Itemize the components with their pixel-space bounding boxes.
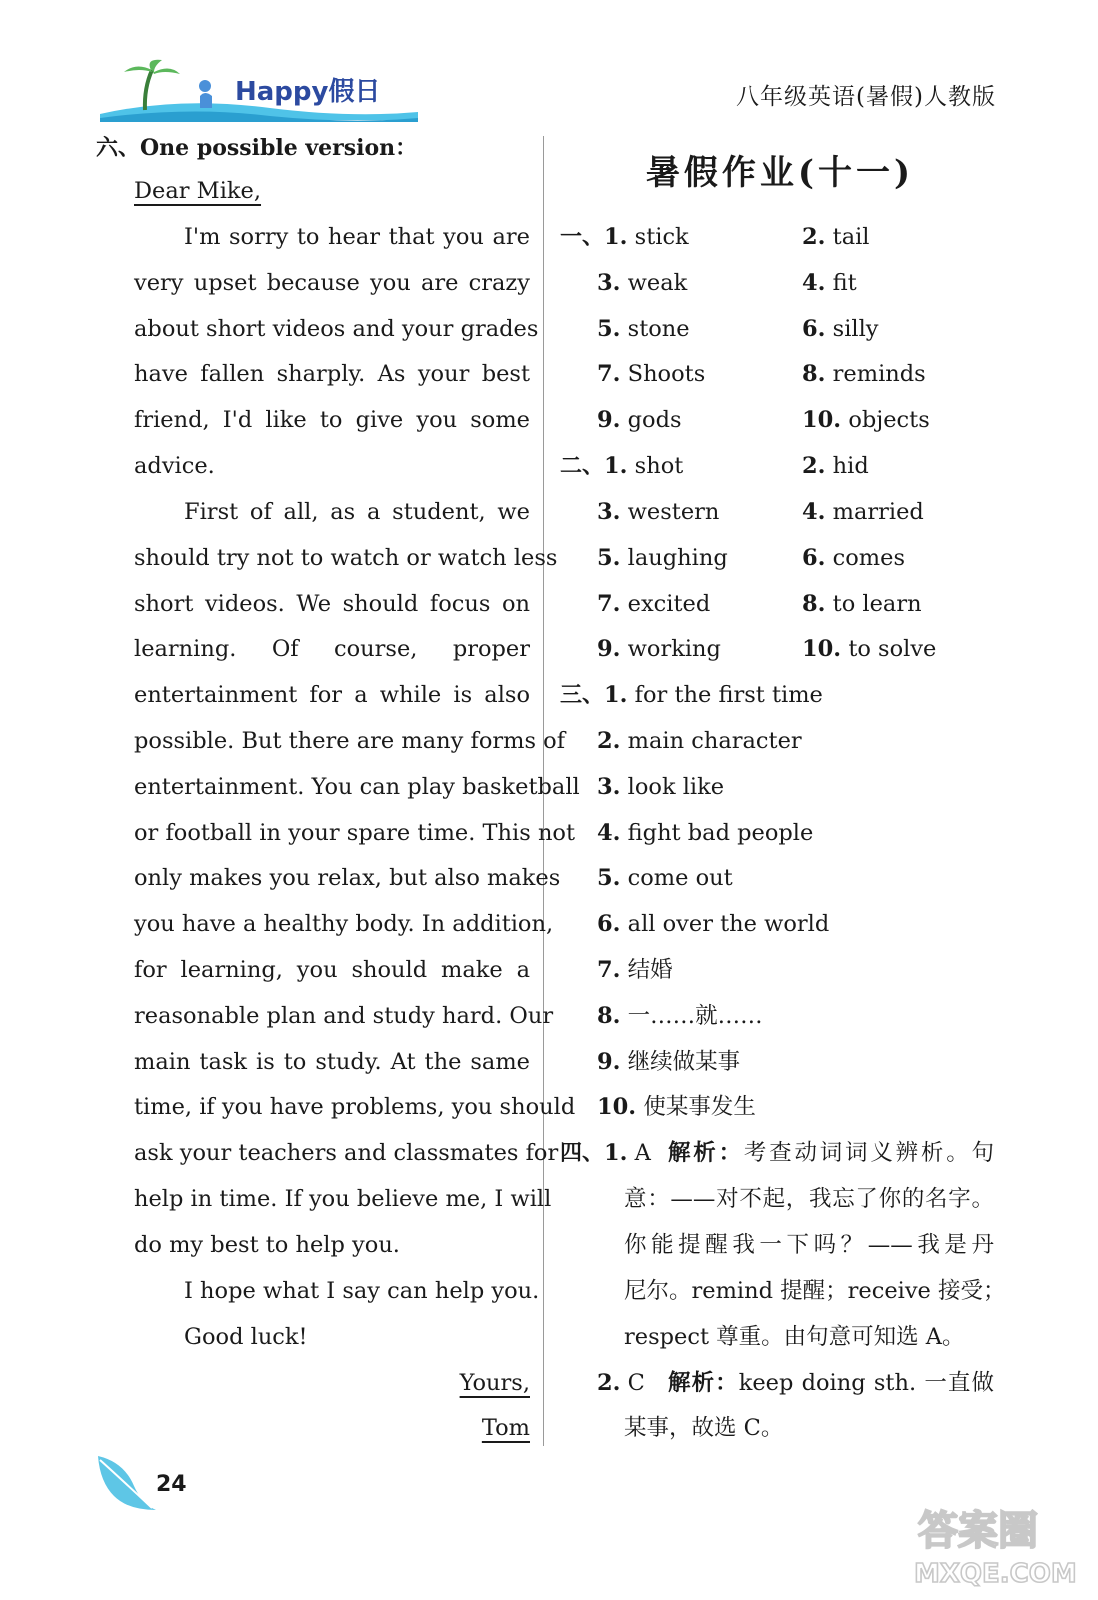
analysis-text: respect 尊重。由句意可知选 A。: [624, 1324, 965, 1350]
person-icon: [199, 80, 211, 92]
answer: look like: [627, 774, 725, 800]
answer: married: [832, 499, 924, 525]
analysis-text: 某事，故选 C。: [624, 1415, 784, 1441]
answer: western: [627, 499, 720, 525]
letter-line: short videos. We should focus on: [134, 591, 530, 617]
answer: to learn: [832, 591, 922, 617]
answer: shot: [634, 453, 684, 479]
letter-line: possible. But there are many forms of: [134, 728, 566, 754]
logo-text: Happy假日: [235, 77, 381, 107]
letter-line: very upset because you are crazy: [134, 270, 530, 296]
analysis-label: 解析：: [668, 1370, 739, 1396]
part-label: 三、: [560, 682, 605, 708]
answer: excited: [627, 591, 711, 617]
answer: comes: [832, 545, 906, 571]
answer: 继续做某事: [627, 1049, 741, 1075]
letter-line: entertainment. You can play basketball: [134, 774, 580, 800]
letter-line: I hope what I say can help you.: [184, 1278, 540, 1304]
letter-line: you have a healthy body. In addition,: [134, 911, 554, 937]
letter-line: Good luck!: [184, 1324, 308, 1350]
watermark-logo: [908, 1492, 1078, 1592]
homework-title: 暑假作业(十一): [645, 153, 915, 193]
palm-tree-icon: [124, 60, 180, 110]
happy-holiday-logo: [100, 56, 420, 126]
answer: tail: [832, 224, 870, 250]
letter-line: do my best to help you.: [134, 1232, 400, 1258]
book-title: 八年级英语(暑假)人教版: [736, 84, 996, 110]
answer: fight bad people: [627, 820, 814, 846]
letter-salutation: Dear Mike,: [134, 178, 262, 204]
analysis-text: 考查动词词义辨析。句: [743, 1140, 994, 1166]
answer: reminds: [832, 361, 926, 387]
part-label: 一、: [560, 224, 605, 250]
letter-line: time, if you have problems, you should: [134, 1094, 576, 1120]
answer: 使某事发生: [643, 1094, 756, 1120]
answer: Shoots: [627, 361, 706, 387]
answer: gods: [627, 407, 682, 433]
section-six-label: 六、One possible version：: [96, 135, 418, 161]
letter-line: for learning, you should make a: [134, 957, 530, 983]
letter-line: friend, I'd like to give you some: [134, 407, 530, 433]
letter-line: ask your teachers and classmates for: [134, 1140, 559, 1166]
answer: silly: [832, 316, 879, 342]
analysis-text: 意：——对不起，我忘了你的名字。: [624, 1186, 994, 1212]
letter-signature: Tom: [481, 1415, 530, 1441]
answer: come out: [627, 865, 733, 891]
svg-text:答案圈: 答案圈: [918, 1508, 1038, 1554]
answer: working: [627, 636, 721, 662]
letter-line: should try not to watch or watch less: [134, 545, 558, 571]
answer: stick: [634, 224, 689, 250]
answer: for the first time: [634, 682, 823, 708]
answer: A: [634, 1140, 651, 1166]
analysis-text: 你能提醒我一下吗？——我是丹: [624, 1232, 994, 1258]
letter-line: or football in your spare time. This not: [134, 820, 576, 846]
analysis-label: 解析：: [668, 1140, 744, 1166]
answer: objects: [848, 407, 930, 433]
answer: 结婚: [627, 957, 673, 983]
part-label: 二、: [560, 453, 605, 479]
letter-line: main task is to study. At the same: [134, 1049, 530, 1075]
answer: all over the world: [627, 911, 830, 937]
svg-text:MXQE.COM: MXQE.COM: [914, 1559, 1077, 1589]
letter-line: I'm sorry to hear that you are: [184, 224, 530, 250]
page-number: 24: [156, 1472, 187, 1497]
analysis-text: keep doing sth. 一直做: [738, 1370, 994, 1396]
answer: laughing: [627, 545, 728, 571]
letter-line: about short videos and your grades: [134, 316, 539, 342]
letter-line: First of all, as a student, we: [184, 499, 530, 525]
answer: main character: [627, 728, 802, 754]
letter-closing: Yours,: [459, 1370, 530, 1396]
answer: stone: [627, 316, 690, 342]
answer: 一……就……: [627, 1003, 763, 1029]
letter-line: advice.: [134, 453, 215, 479]
answer: fit: [832, 270, 857, 296]
answer: to solve: [848, 636, 937, 662]
letter-line: have fallen sharply. As your best: [134, 361, 530, 387]
letter-line: reasonable plan and study hard. Our: [134, 1003, 554, 1029]
letter-line: help in time. If you believe me, I will: [134, 1186, 552, 1212]
answer: hid: [832, 453, 869, 479]
letter-line: only makes you relax, but also makes: [134, 865, 561, 891]
letter-line: learning. Of course, proper: [134, 636, 530, 662]
letter-line: entertainment for a while is also: [134, 682, 530, 708]
answer: weak: [627, 270, 688, 296]
part-label: 四、: [560, 1140, 605, 1166]
leaf-decoration-icon: [94, 1452, 160, 1512]
analysis-text: 尼尔。remind 提醒；receive 接受；: [624, 1278, 1006, 1304]
answer: C: [627, 1370, 645, 1396]
